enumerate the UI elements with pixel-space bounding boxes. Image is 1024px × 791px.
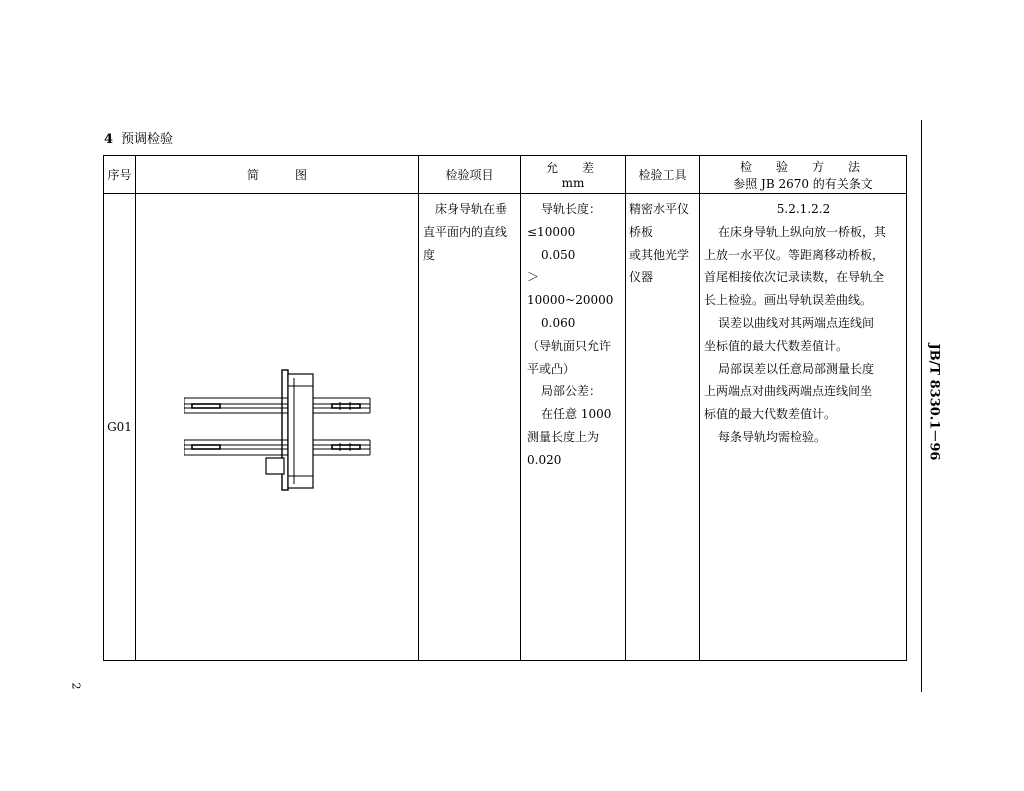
tool-line: 仪器 xyxy=(629,270,654,285)
tolerance-line: 导轨长度： xyxy=(541,202,602,216)
method-line: 每条导轨均需检验。 xyxy=(718,429,827,444)
row-method xyxy=(700,194,907,661)
tool-line: 或其他光学 xyxy=(629,247,690,262)
tolerance-line: 在任意 1000 xyxy=(541,407,612,422)
row-diagram xyxy=(136,194,419,661)
header-method xyxy=(700,156,907,194)
header-tool: 检验工具 xyxy=(626,156,700,194)
table-header-row xyxy=(104,156,907,194)
inspection-table xyxy=(103,155,907,661)
row-seq: G01 xyxy=(104,194,136,661)
method-line: 坐标值的最大代数差值计。 xyxy=(704,338,849,353)
row-tool xyxy=(626,194,700,661)
method-line: 标值的最大代数差值计。 xyxy=(704,407,837,422)
header-seq: 序号 xyxy=(104,156,136,194)
header-diagram: 简 图 xyxy=(136,156,419,194)
tolerance-line: 0.020 xyxy=(527,452,562,467)
tool-line: 精密水平仪 xyxy=(629,202,690,216)
tolerance-line: 0.060 xyxy=(541,315,576,330)
row-tolerance xyxy=(521,194,626,661)
page-number: 2 xyxy=(69,682,83,690)
tolerance-line: （导轨面只允许 xyxy=(527,338,612,353)
item-line: 度 xyxy=(423,247,436,262)
header-tolerance xyxy=(521,156,626,194)
method-line: 误差以曲线对其两端点连线间 xyxy=(718,315,875,330)
section-number: 4 xyxy=(104,132,114,147)
margin-rule xyxy=(921,120,922,692)
method-line: 上两端点对曲线两端点连线间坐 xyxy=(704,384,873,399)
section-title: 预调检验 xyxy=(121,132,174,147)
tolerance-line: 0.050 xyxy=(541,247,576,262)
tolerance-line: 平或凸） xyxy=(527,361,576,376)
tolerance-line: 测量长度上为 xyxy=(527,429,600,444)
header-method-label: 检 验 方 法 xyxy=(739,159,866,174)
bed-guideway-sketch-icon xyxy=(184,364,374,494)
method-line: 上放一水平仪。等距离移动桥板， xyxy=(704,247,885,262)
tolerance-line: 局部公差： xyxy=(541,384,602,399)
row-item xyxy=(419,194,521,661)
section-heading xyxy=(104,128,173,147)
header-tolerance-label: 允 差 xyxy=(545,161,600,175)
tolerance-line: ≤10000 xyxy=(527,224,576,239)
method-line: 在床身导轨上纵向放一桥板，其 xyxy=(718,224,887,239)
header-tolerance-unit: mm xyxy=(561,176,585,190)
tolerance-line: ＞10000~20000 xyxy=(527,270,614,308)
standard-number: JB/T 8330.1－96 xyxy=(926,343,942,461)
header-item: 检验项目 xyxy=(419,156,521,194)
method-ref-number: 5.2.1.2.2 xyxy=(776,202,831,216)
tool-line: 桥板 xyxy=(629,224,654,239)
method-line: 首尾相接依次记录读数，在导轨全 xyxy=(704,270,885,285)
method-line: 局部误差以任意局部测量长度 xyxy=(718,361,875,376)
item-line: 直平面内的直线 xyxy=(423,224,508,239)
table-row xyxy=(104,194,907,661)
header-method-ref: 参照 JB 2670 的有关条文 xyxy=(733,176,873,191)
item-line: 床身导轨在垂 xyxy=(435,202,508,216)
method-line: 长上检验。画出导轨误差曲线。 xyxy=(704,293,873,308)
